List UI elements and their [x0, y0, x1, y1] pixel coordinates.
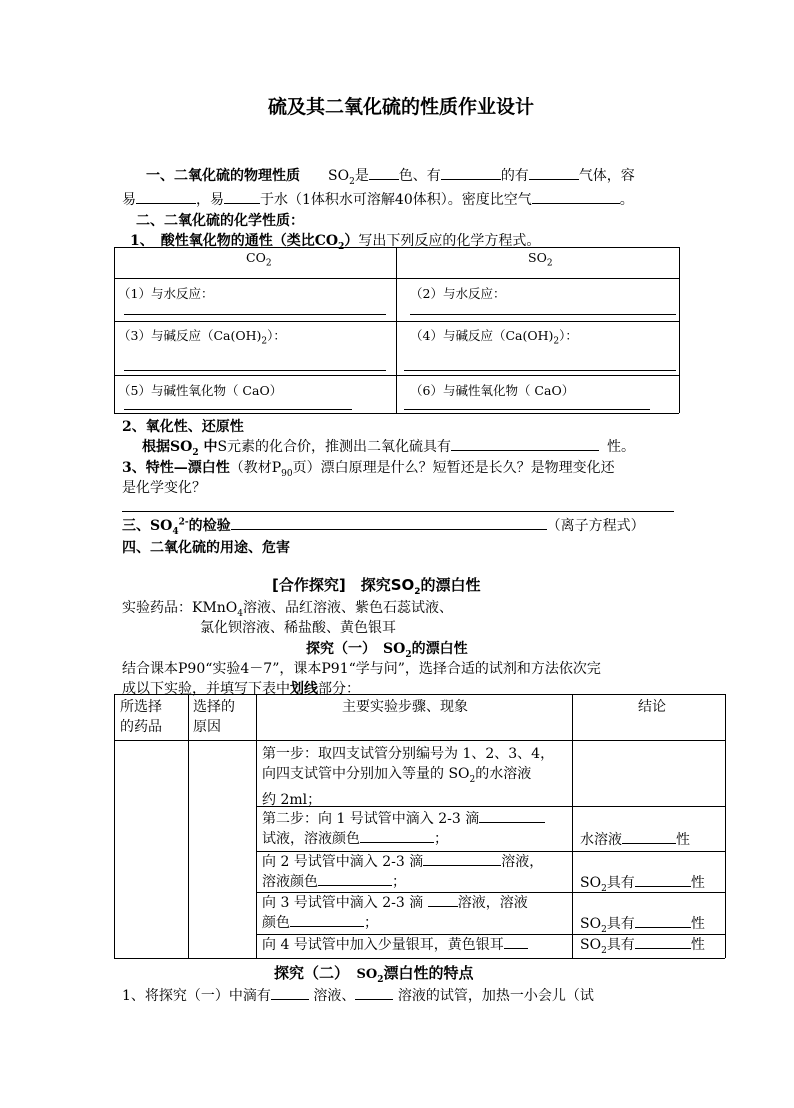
so2-cao-label: （6）与碱性氧化物（ CaO）: [410, 383, 575, 398]
co2-cao-label: （5）与碱性氧化物（ CaO）: [118, 383, 283, 398]
header-reason: 选择的 原因: [193, 699, 235, 735]
blank-explore2-a[interactable]: [271, 986, 309, 1000]
blank-step3-reagent[interactable]: [423, 852, 501, 866]
step5: 向 4 号试管中加入少量银耳，黄色银耳: [262, 935, 528, 955]
item3-line2: 是化学变化？: [122, 480, 206, 496]
item3-line1: 3、特性—漂白性（教材$P_{90}$页）漂白原理是什么？短暂还是长久？是物理变化还: [122, 460, 615, 479]
blank-step4-color[interactable]: [290, 913, 364, 927]
so2-base-answer-line[interactable]: [404, 370, 676, 371]
header-steps: 主要实验步骤、现象: [342, 699, 468, 715]
blank-soluble[interactable]: [224, 190, 260, 204]
header-reagent: 所选择 的药品: [120, 699, 162, 735]
reagents-line1: 实验药品：KMnO$_4$溶液、品红溶液、紫色石蕊试液、: [122, 600, 454, 619]
blank-conclusion4[interactable]: [635, 914, 691, 928]
physical-properties-line1: 一、二氧化硫的物理性质 $SO_2$是 色、有 的有 气体，容: [146, 168, 635, 187]
blank-density[interactable]: [532, 190, 620, 204]
header-conclusion: 结论: [638, 699, 666, 715]
so2-cao-answer-line[interactable]: [404, 409, 650, 410]
explore2-line1: 1、将探究（一）中滴有 溶液、 溶液的试管，加热一小会儿（试: [122, 988, 594, 1004]
co2-base-label: （3）与碱反应$(Ca(OH)_2)$：: [118, 328, 286, 347]
co2-water-answer-line[interactable]: [124, 314, 386, 315]
co2-cao-answer-line[interactable]: [124, 409, 352, 410]
conclusion4: $SO_2$具有 性: [580, 916, 705, 935]
section4-heading: 四、二氧化硫的用途、危害: [122, 540, 290, 556]
blank-step3-color[interactable]: [318, 872, 392, 886]
blank-liquefy[interactable]: [136, 190, 196, 204]
explore2-heading: 探究（二） $SO_2$漂白性的特点: [274, 964, 474, 985]
conclusion5: $SO_2$具有 性: [580, 937, 705, 956]
step3: 向 2 号试管中滴入 2-3 滴 溶液， 溶液颜色 ；: [262, 854, 544, 890]
item2-line: 根据$SO_2$ 中S元素的化合价，推测出二氧化硫具有 性。: [142, 439, 636, 458]
item1-acidic-oxide: 1、 酸性氧化物的通性（类比$CO_2$）写出下列反应的化学方程式。: [130, 233, 541, 252]
blank-step2-reagent[interactable]: [479, 809, 545, 823]
reagents-line2: 氯化钡溶液、稀盐酸、黄色银耳: [200, 620, 396, 636]
instruction-line1: 结合课本P90“实验4－7”，课本P91“学与问”，选择合适的试剂和方法依次完: [122, 661, 601, 677]
blank-step2-color[interactable]: [360, 829, 434, 843]
section2-heading: 二、二氧化硫的化学性质：: [136, 213, 304, 229]
conclusion2: 水溶液 性: [580, 832, 690, 848]
table-header-co2: $CO_2$: [246, 250, 272, 269]
explore1-heading: 探究（一） $SO_2$的漂白性: [306, 641, 468, 660]
blank-color[interactable]: [369, 166, 399, 180]
step1: 第一步：取四支试管分别编号为 1、2、3、4， 向四支试管中分别加入等量的 $SO_2$的水溶液 约 2ml；: [262, 746, 555, 808]
blank-sulfate-test[interactable]: [231, 516, 547, 530]
item2-heading: 2、氧化性、还原性: [122, 419, 244, 435]
blank-conclusion5[interactable]: [635, 935, 691, 949]
coop-heading: [合作探究] 探究$SO_2$的漂白性: [272, 576, 481, 597]
blank-step4-reagent[interactable]: [428, 893, 458, 907]
conclusion3: $SO_2$具有 性: [580, 875, 705, 894]
blank-odor[interactable]: [441, 166, 501, 180]
physical-properties-line2: 易 ，易 于水（1体积水可溶解40体积）。密度比空气 。: [122, 192, 634, 208]
section3-line: 三、$SO_4^{2-}$的检验 （离子方程式）: [122, 517, 645, 537]
item3-answer-line[interactable]: [122, 511, 674, 512]
section1-heading: 一、二氧化硫的物理性质: [146, 168, 300, 184]
blank-redox[interactable]: [451, 437, 599, 451]
step2: 第二步：向 1 号试管中滴入 2-3 滴 试液，溶液颜色 ；: [262, 809, 545, 849]
co2-water-label: （1）与水反应：: [118, 286, 214, 301]
blank-conclusion3[interactable]: [635, 873, 691, 887]
so2-water-answer-line[interactable]: [410, 314, 676, 315]
blank-step5-result[interactable]: [504, 935, 528, 949]
so2-base-label: （4）与碱反应$(Ca(OH)_2)$：: [410, 328, 578, 347]
page-title: 硫及其二氧化硫的性质作业设计: [268, 96, 535, 118]
step4: 向 3 号试管中滴入 2-3 滴 溶液，溶液 颜色 ；: [262, 895, 528, 931]
blank-gas[interactable]: [529, 166, 579, 180]
blank-explore2-b[interactable]: [355, 986, 393, 1000]
instruction-line2: 成以下实验，并填写下表中划线部分：: [122, 681, 360, 697]
so2-water-label: （2）与水反应：: [410, 286, 506, 301]
table-header-so2: $SO_2$: [528, 250, 553, 269]
co2-base-answer-line[interactable]: [124, 370, 386, 371]
blank-conclusion2[interactable]: [622, 830, 676, 844]
